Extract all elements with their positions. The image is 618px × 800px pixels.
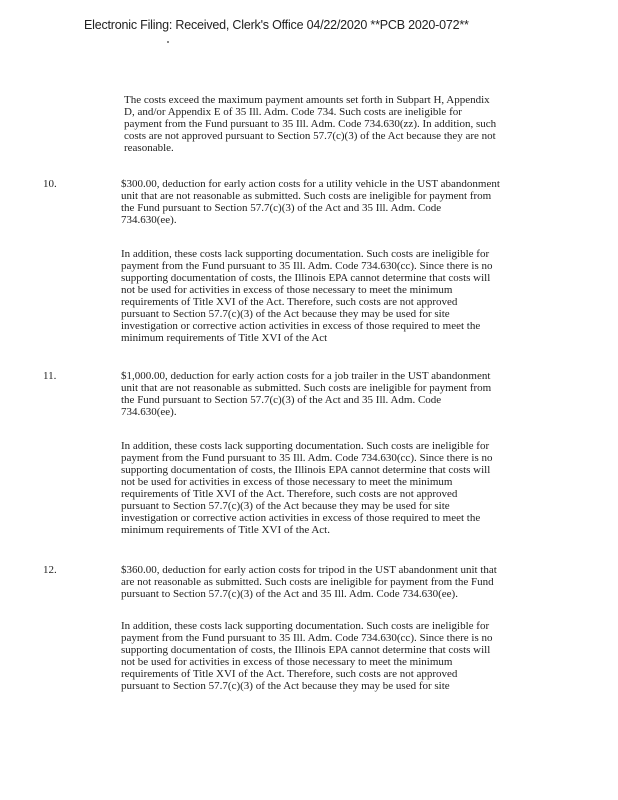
text-line: payment from the Fund pursuant to 35 Ill. Adm. Code 734.630(zz). In addition, such	[124, 118, 497, 130]
text-line: In addition, these costs lack supporting documentation. Such costs are ineligible for	[121, 620, 490, 632]
text-line: costs are not approved pursuant to Section 57.7(c)(3) of the Act because they are not	[124, 130, 496, 142]
text-line: minimum requirements of Title XVI of the Act.	[121, 524, 330, 536]
text-line: supporting documentation of costs, the Illinois EPA cannot determine that costs will	[121, 272, 491, 284]
item-12-documentation-paragraph	[121, 620, 493, 692]
header-mark	[167, 41, 169, 43]
text-line: supporting documentation of costs, the Illinois EPA cannot determine that costs will	[121, 644, 491, 656]
text-line: supporting documentation of costs, the Illinois EPA cannot determine that costs will	[121, 464, 491, 476]
text-line: pursuant to Section 57.7(c)(3) of the Act and 35 Ill. Adm. Code 734.630(ee).	[121, 588, 458, 600]
text-line: requirements of Title XVI of the Act. Therefore, such costs are not approved	[121, 296, 458, 308]
text-line: are not reasonable as submitted. Such costs are ineligible for payment from the Fund	[121, 576, 494, 588]
filing-stamp-header: Electronic Filing: Received, Clerk's Office 04/22/2020 **PCB 2020-072**	[84, 18, 469, 32]
item-number-11: 11.	[43, 370, 57, 382]
text-line: not be used for activities in excess of those necessary to meet the minimum	[121, 284, 453, 296]
text-line: The costs exceed the maximum payment amounts set forth in Subpart H, Appendix	[124, 94, 490, 106]
text-line: 734.630(ee).	[121, 406, 177, 418]
text-line: unit that are not reasonable as submitted. Such costs are ineligible for payment from	[121, 190, 492, 202]
text-line: investigation or corrective action activities in excess of those required to meet the	[121, 320, 481, 332]
text-line: pursuant to Section 57.7(c)(3) of the Act because they may be used for site	[121, 680, 450, 692]
text-line: payment from the Fund pursuant to 35 Ill. Adm. Code 734.630(cc). Since there is no	[121, 260, 493, 272]
text-line: pursuant to Section 57.7(c)(3) of the Act because they may be used for site	[121, 500, 450, 512]
text-line: In addition, these costs lack supporting documentation. Such costs are ineligible for	[121, 248, 490, 260]
item-10-deduction-paragraph	[121, 178, 500, 226]
item-number-10: 10.	[43, 178, 57, 190]
text-line: the Fund pursuant to Section 57.7(c)(3) of the Act and 35 Ill. Adm. Code	[121, 202, 442, 214]
text-line: $1,000.00, deduction for early action costs for a job trailer in the UST abandonment	[121, 370, 491, 382]
item-12-deduction-paragraph	[121, 564, 497, 600]
text-line: unit that are not reasonable as submitted. Such costs are ineligible for payment from	[121, 382, 492, 394]
item-number-12: 12.	[43, 564, 57, 576]
text-line: not be used for activities in excess of those necessary to meet the minimum	[121, 476, 453, 488]
text-line: pursuant to Section 57.7(c)(3) of the Act because they may be used for site	[121, 308, 450, 320]
item-11-documentation-paragraph	[121, 440, 493, 536]
text-line: 734.630(ee).	[121, 214, 177, 226]
text-line: $300.00, deduction for early action costs for a utility vehicle in the UST abandonment	[121, 178, 500, 190]
item-11-deduction-paragraph	[121, 370, 491, 418]
intro-paragraph	[124, 94, 496, 154]
text-line: minimum requirements of Title XVI of the Act	[121, 332, 328, 344]
text-line: payment from the Fund pursuant to 35 Ill. Adm. Code 734.630(cc). Since there is no	[121, 632, 493, 644]
text-line: D, and/or Appendix E of 35 Ill. Adm. Code 734. Such costs are ineligible for	[124, 106, 462, 118]
item-10-documentation-paragraph	[121, 248, 493, 344]
text-line: In addition, these costs lack supporting documentation. Such costs are ineligible for	[121, 440, 490, 452]
text-line: requirements of Title XVI of the Act. Therefore, such costs are not approved	[121, 488, 458, 500]
text-line: $360.00, deduction for early action costs for tripod in the UST abandonment unit that	[121, 564, 497, 576]
text-line: not be used for activities in excess of those necessary to meet the minimum	[121, 656, 453, 668]
text-line: payment from the Fund pursuant to 35 Ill. Adm. Code 734.630(cc). Since there is no	[121, 452, 493, 464]
text-line: the Fund pursuant to Section 57.7(c)(3) of the Act and 35 Ill. Adm. Code	[121, 394, 442, 406]
text-line: requirements of Title XVI of the Act. Therefore, such costs are not approved	[121, 668, 458, 680]
text-line: reasonable.	[124, 142, 174, 154]
text-line: investigation or corrective action activities in excess of those required to meet the	[121, 512, 481, 524]
